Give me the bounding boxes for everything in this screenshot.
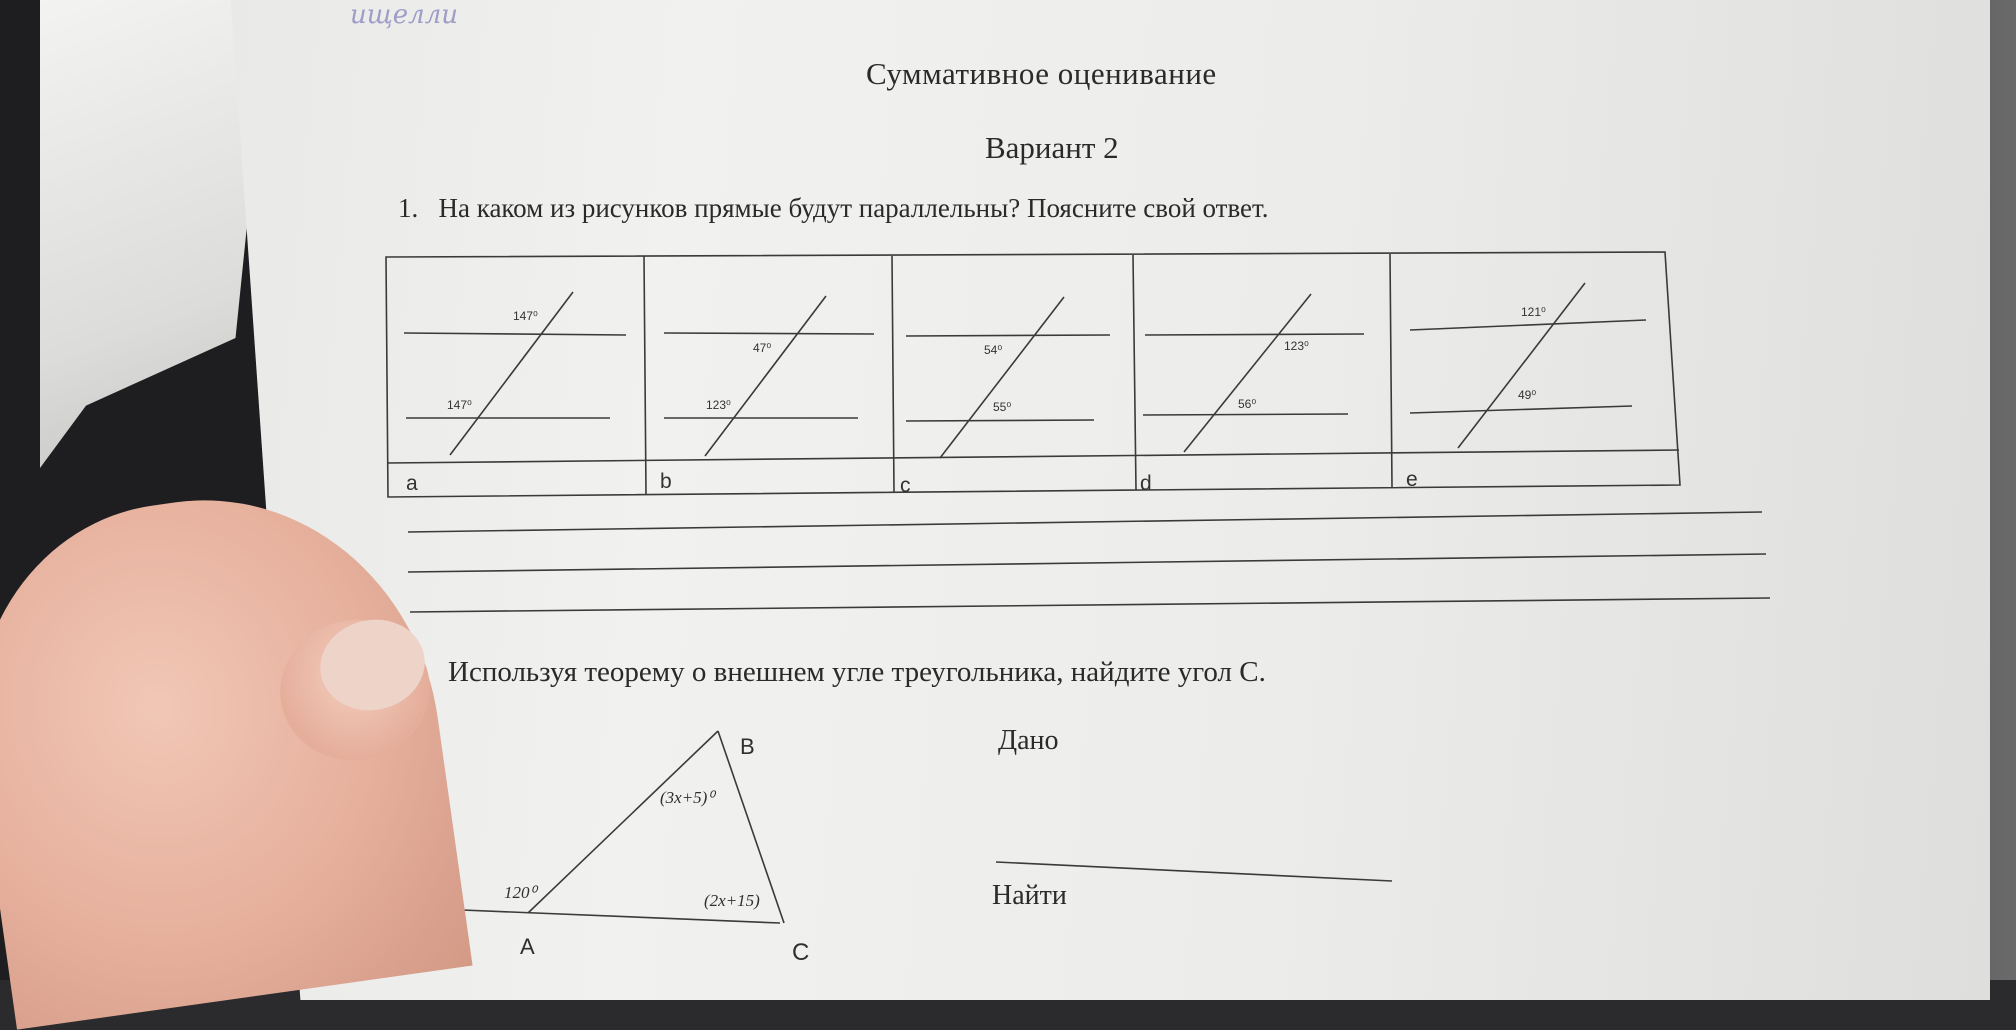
fig-c-transversal	[940, 297, 1064, 458]
vertex-a-label: A	[520, 934, 535, 959]
figures-table-divider	[387, 450, 1679, 463]
find-label: Найти	[992, 880, 1067, 911]
fig-c-bottom-line	[906, 420, 1094, 421]
fig-d-top-line	[1145, 334, 1364, 335]
variant-label: Вариант 2	[985, 130, 1119, 165]
table-col-line-4	[1390, 254, 1392, 487]
vertex-c-label: C	[792, 939, 810, 966]
figures-table-border	[386, 252, 1680, 497]
fig-e-letter: e	[1406, 468, 1418, 491]
fig-c-letter: c	[900, 474, 911, 497]
fig-b-letter: b	[660, 470, 672, 493]
given-label: Дано	[998, 725, 1059, 756]
fig-b-transversal	[705, 296, 826, 456]
fig-a-angle-bottom: 147⁰	[447, 398, 472, 412]
answer-line-1	[408, 512, 1762, 532]
fig-a-top-line	[404, 333, 626, 335]
angle-c-expression: (2x+15)	[704, 891, 760, 910]
answer-line-2	[408, 554, 1766, 572]
fig-e-bottom-line	[1410, 406, 1632, 413]
question-1-text: На каком из рисунков прямые будут параллельны? Поясните свой ответ.	[438, 193, 1269, 223]
fig-c-angle-bottom: 55⁰	[993, 400, 1012, 414]
page-title: Суммативное оценивание	[866, 56, 1217, 91]
fig-b-top-line	[664, 333, 874, 334]
exterior-angle-a: 120⁰	[504, 883, 537, 902]
fig-c-top-line	[906, 335, 1110, 336]
fig-d-transversal	[1184, 294, 1311, 452]
table-col-line-1	[644, 256, 646, 494]
fig-e-angle-bottom: 49⁰	[1518, 388, 1537, 402]
question-1-number: 1.	[398, 193, 419, 223]
angle-b-expression: (3x+5)⁰	[660, 788, 715, 807]
triangle-side-ab	[528, 731, 718, 913]
fig-e-top-line	[1410, 320, 1646, 330]
fig-a-angle-top: 147⁰	[513, 309, 538, 323]
answer-line-3	[410, 598, 1770, 612]
fig-a-letter: a	[406, 472, 418, 495]
fig-b-angle-bottom: 123⁰	[706, 398, 731, 412]
fig-d-bottom-line	[1143, 414, 1348, 415]
fig-c-angle-top: 54⁰	[984, 343, 1003, 357]
fig-a-transversal	[450, 292, 573, 455]
fig-d-angle-bottom: 56⁰	[1238, 397, 1257, 411]
question-2-text: Используя теорему о внешнем угле треугольника, найдите угол С.	[448, 656, 1266, 688]
fig-d-angle-top: 123⁰	[1284, 339, 1309, 353]
fig-d-letter: d	[1140, 472, 1152, 495]
vertex-b-label: B	[740, 734, 755, 759]
triangle-base-extended	[438, 909, 780, 923]
given-underline	[996, 862, 1392, 881]
table-col-line-2	[892, 256, 894, 492]
fig-b-angle-top: 47⁰	[753, 341, 772, 355]
handwritten-scribble: ищелли	[350, 0, 459, 30]
fig-e-angle-top: 121⁰	[1521, 305, 1546, 319]
